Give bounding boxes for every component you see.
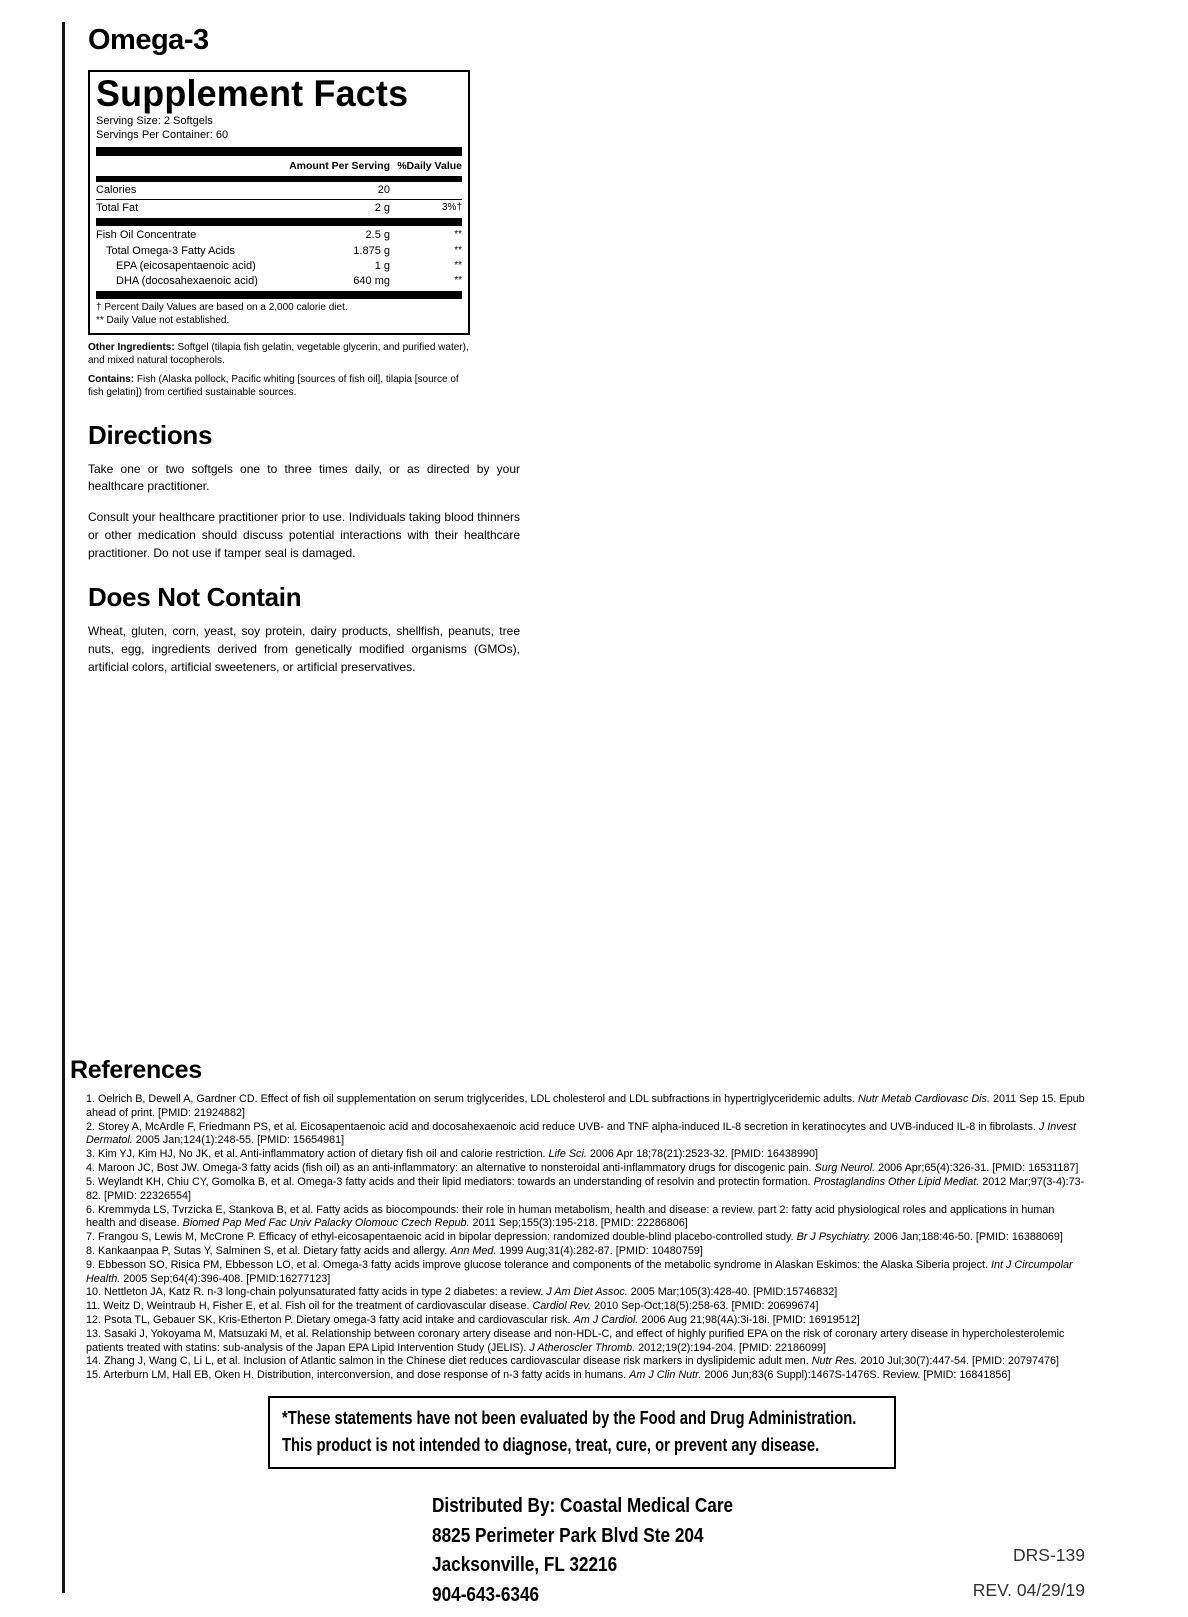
nutrient-amount: 2 g bbox=[374, 202, 390, 215]
fda-disclaimer-line-1: *These statements have not been evaluated by the Food and Drug Administration. bbox=[282, 1408, 857, 1428]
supplement-facts-panel bbox=[88, 70, 470, 335]
nutrient-name: DHA (docosahexaenoic acid) bbox=[116, 274, 258, 287]
divider-bar bbox=[96, 218, 462, 226]
reference-item bbox=[86, 1245, 1086, 1259]
spacer bbox=[96, 160, 240, 172]
ref-journal: J Am Diet Assoc. bbox=[546, 1286, 628, 1299]
ref-text: 2006 Jan;188:46-50. [PMID: 16388069] bbox=[870, 1231, 1063, 1244]
divider-bar bbox=[96, 147, 462, 156]
divider-bar bbox=[96, 291, 462, 299]
doc-number: DRS-139 bbox=[1013, 1545, 1085, 1565]
ref-text: 14. Zhang J, Wang C, Li L, et al. Inclusion of Atlantic salmon in the Chinese diet reduces cardiovascular disease risk markers in dyslipidemic adult men. bbox=[86, 1355, 812, 1368]
ref-journal: J Invest Dermatol. bbox=[86, 1120, 1077, 1147]
contains-label: Contains: bbox=[88, 374, 135, 386]
nutrient-amount: 20 bbox=[377, 183, 390, 196]
divider-bar bbox=[96, 176, 462, 182]
nutrient-daily-value: ** bbox=[454, 229, 462, 241]
ref-journal: J Atheroscler Thromb. bbox=[529, 1341, 636, 1354]
ref-text: 7. Frangou S, Lewis M, McCrone P. Efficacy of ethyl-eicosapentaenoic acid in bipolar depression: randomized double-blind placebo-controlled study. bbox=[86, 1231, 797, 1244]
other-ingredients-label: Other Ingredients: bbox=[88, 341, 175, 353]
ref-text: 4. Maroon JC, Bost JW. Omega-3 fatty acids (fish oil) as an anti-inflammatory: an alternative to nonsteroidal anti-inflammatory drugs for discogenic pain. bbox=[86, 1162, 815, 1175]
other-ingredients bbox=[88, 341, 472, 367]
ref-journal: Am J Clin Nutr. bbox=[629, 1369, 702, 1382]
ref-text: 11. Weitz D, Weintraub H, Fisher E, et al. Fish oil for the treatment of cardiovascular disease. bbox=[86, 1300, 533, 1313]
nutrient-amount: 640 mg bbox=[353, 274, 390, 287]
distributor-street: 8825 Perimeter Park Blvd Ste 204 bbox=[432, 1524, 704, 1547]
ref-text: 1999 Aug;31(4):282-87. [PMID: 10480759] bbox=[496, 1244, 703, 1257]
ref-journal: Surg Neurol. bbox=[814, 1162, 876, 1175]
reference-item bbox=[86, 1176, 1086, 1204]
daily-value-footnote: † Percent Daily Values are based on a 2,000 calorie diet. bbox=[96, 302, 348, 314]
nutrient-daily-value: 3%† bbox=[441, 202, 462, 214]
distributor-block bbox=[432, 1492, 782, 1610]
ref-journal: Prostaglandins Other Lipid Mediat. bbox=[813, 1175, 980, 1188]
row-divider bbox=[96, 199, 462, 200]
ref-journal: Int J Circumpolar Health. bbox=[86, 1258, 1073, 1285]
ref-journal: Am J Cardiol. bbox=[573, 1314, 639, 1326]
column-header-amount: Amount Per Serving bbox=[289, 159, 390, 172]
ref-journal: Br J Psychiatry. bbox=[796, 1231, 871, 1244]
ref-journal: Biomed Pap Med Fac Univ Palacky Olomouc Czech Repub. bbox=[182, 1217, 470, 1230]
ref-journal: Cardiol Rev. bbox=[532, 1300, 592, 1313]
ref-text: 2006 Apr;65(4):326-31. [PMID: 16531187] bbox=[875, 1162, 1079, 1175]
nutrient-daily-value: ** bbox=[454, 274, 462, 286]
ref-text: 2006 Aug 21;98(4A):3i-18i. [PMID: 16919512] bbox=[638, 1314, 860, 1326]
ref-text: 2006 Jun;83(6 Suppl):1467S-1476S. Review. [PMID: 16841856] bbox=[701, 1369, 1011, 1382]
ref-text: 2012 Mar;97(3-4):73-82. [PMID: 22326554] bbox=[86, 1175, 1085, 1202]
nutrient-name: Total Omega-3 Fatty Acids bbox=[106, 244, 235, 257]
ref-text: 12. Psota TL, Gebauer SK, Kris-Etherton P. Dietary omega-3 fatty acid intake and cardiovascular risk. bbox=[86, 1314, 574, 1326]
doc-revision: REV. 04/29/19 bbox=[972, 1580, 1085, 1600]
does-not-contain-paragraph: Wheat, gluten, corn, yeast, soy protein, dairy products, shellfish, peanuts, tree nuts, egg, ingredients derived from genetically modified organisms (GMOs), artificial colors, artificial sweeteners, or artificial preservatives. bbox=[88, 624, 520, 674]
ref-text: 5. Weylandt KH, Chiu CY, Gomolka B, et al. Omega-3 fatty acids and their lipid mediators: towards an understanding of resolvin and protectin formation. bbox=[86, 1175, 814, 1188]
nutrient-name: Total Fat bbox=[96, 202, 139, 215]
reference-item bbox=[86, 1093, 1086, 1121]
reference-item bbox=[86, 1259, 1086, 1287]
ref-text: 2005 Sep;64(4):396-408. [PMID:16277123] bbox=[120, 1272, 331, 1285]
reference-item bbox=[86, 1204, 1086, 1232]
main-column bbox=[88, 24, 520, 690]
nutrient-name: EPA (eicosapentaenoic acid) bbox=[116, 259, 256, 272]
nutrient-row-omega3 bbox=[96, 244, 462, 259]
ref-text: 2. Storey A, McArdle F, Friedmann PS, et al. Eicosapentaenoic acid and docosahexaenoic acid reduce UVB- and TNF alpha-induced IL-8 secretion in keratinocytes and UVB-induced IL-8 in fibrolasts. bbox=[86, 1120, 1039, 1133]
nutrient-name: Fish Oil Concentrate bbox=[96, 229, 197, 242]
ref-text: 10. Nettleton JA, Katz R. n-3 long-chain polyunsaturated fatty acids in type 2 diabetes: a review. bbox=[86, 1286, 547, 1299]
column-header-daily-value: %Daily Value bbox=[397, 159, 462, 172]
reference-item bbox=[86, 1314, 1086, 1328]
ref-text: 1. Oelrich B, Dewell A, Gardner CD. Effect of fish oil supplementation on serum triglycerides, LDL cholesterol and LDL subfractions in hypertriglyceridemic adults. bbox=[86, 1093, 858, 1105]
other-ingredients-text: Softgel (tilapia fish gelatin, vegetable glycerin, and purified water), and mixed natural tocopherols. bbox=[88, 341, 469, 366]
not-established-footnote: ** Daily Value not established. bbox=[96, 315, 230, 327]
reference-item bbox=[86, 1328, 1086, 1356]
nutrient-amount: 1 g bbox=[374, 259, 390, 272]
nutrient-row-epa bbox=[96, 259, 462, 274]
ref-journal: Life Sci. bbox=[548, 1148, 587, 1161]
ref-text: 3. Kim YJ, Kim HJ, No JK, et al. Anti-inflammatory action of dietary fish oil and calorie restriction. bbox=[86, 1148, 549, 1161]
ref-journal: Nutr Metab Cardiovasc Dis. bbox=[857, 1093, 990, 1105]
nutrient-amount: 1.875 g bbox=[353, 244, 390, 257]
fda-disclaimer-line-2: This product is not intended to diagnose, treat, cure, or prevent any disease. bbox=[282, 1435, 820, 1455]
references-heading: References bbox=[70, 1056, 202, 1084]
document-meta bbox=[973, 1538, 1085, 1608]
ref-text: 2005 Jan;124(1):248-55. [PMID: 15654981] bbox=[132, 1134, 345, 1147]
ref-text: 9. Ebbesson SO, Risica PM, Ebbesson LO, et al. Omega-3 fatty acids improve glucose tolerance and components of the metabolic syndrome in Alaskan Eskimos: the Alaska Siberia project. bbox=[86, 1258, 991, 1271]
nutrient-row-total-fat bbox=[96, 201, 462, 216]
distributor-phone: 904-643-6346 bbox=[432, 1583, 540, 1606]
ref-text: 2005 Mar;105(3):428-40. [PMID:15746832] bbox=[627, 1286, 838, 1299]
ref-journal: Nutr Res. bbox=[811, 1355, 858, 1368]
reference-item bbox=[86, 1355, 1086, 1369]
nutrient-daily-value: ** bbox=[454, 259, 462, 271]
contains-text: Fish (Alaska pollock, Pacific whiting [sources of fish oil], tilapia [source of fish gelatin]) from certified sustainable sources. bbox=[88, 374, 459, 399]
ref-text: 8. Kankaanpaa P, Sutas Y, Salminen S, et al. Dietary fatty acids and allergy. bbox=[86, 1244, 451, 1257]
directions-heading: Directions bbox=[88, 419, 213, 450]
ref-text: 2011 Sep 15. Epub ahead of print. [PMID: 21924882] bbox=[86, 1093, 1085, 1119]
ref-text: 2010 Jul;30(7):447-54. [PMID: 20797476] bbox=[857, 1355, 1060, 1368]
nutrient-row-fish-oil bbox=[96, 228, 462, 243]
directions-paragraph-2: Consult your healthcare practitioner prior to use. Individuals taking blood thinners or other medication should discuss potential interactions with their healthcare practitioner. Do not use if tamper seal is damaged. bbox=[88, 510, 520, 560]
does-not-contain-heading: Does Not Contain bbox=[88, 582, 302, 613]
serving-size: Serving Size: 2 Softgels bbox=[96, 114, 213, 127]
reference-item bbox=[86, 1286, 1086, 1300]
nutrient-name: Calories bbox=[96, 183, 137, 196]
nutrient-row-calories bbox=[96, 183, 462, 198]
references-section bbox=[70, 1056, 1086, 1383]
reference-item bbox=[86, 1162, 1086, 1176]
reference-item bbox=[86, 1148, 1086, 1162]
facts-header-row bbox=[96, 158, 462, 174]
nutrient-daily-value bbox=[390, 183, 462, 198]
distributor-city: Jacksonville, FL 32216 bbox=[432, 1554, 618, 1577]
ref-text: 13. Sasaki J, Yokoyama M, Matsuzaki M, et al. Relationship between coronary artery disease and non-HDL-C, and effect of highly purified EPA on the risk of coronary artery disease in hypercholesterolemic patients treated with statins: sub-analysis of the Japan EPA Lipid Intervention Study (JELIS). bbox=[86, 1327, 1065, 1354]
ref-text: 2006 Apr 18;78(21):2523-32. [PMID: 16438990] bbox=[586, 1148, 818, 1161]
servings-per-container: Servings Per Container: 60 bbox=[96, 129, 229, 142]
ref-text: 2010 Sep-Oct;18(5):258-63. [PMID: 20699674] bbox=[591, 1300, 819, 1313]
nutrient-amount: 2.5 g bbox=[365, 229, 390, 242]
left-trim-line bbox=[62, 22, 65, 1593]
fda-disclaimer-box bbox=[268, 1396, 896, 1469]
ref-text: 2011 Sep;155(3):195-218. [PMID: 22286806] bbox=[469, 1217, 688, 1230]
references-list bbox=[86, 1093, 1086, 1383]
reference-item bbox=[86, 1121, 1086, 1149]
directions-paragraph-1: Take one or two softgels one to three times daily, or as directed by your healthcare practitioner. bbox=[88, 461, 520, 494]
supplement-facts-title: Supplement Facts bbox=[96, 73, 409, 114]
ref-text: 15. Arterburn LM, Hall EB, Oken H. Distribution, interconversion, and dose response of n-3 fatty acids in humans. bbox=[86, 1369, 630, 1382]
distributor-name: Distributed By: Coastal Medical Care bbox=[432, 1495, 734, 1517]
nutrient-daily-value: ** bbox=[454, 244, 462, 256]
contains-statement bbox=[88, 373, 472, 399]
reference-item bbox=[86, 1369, 1086, 1383]
reference-item bbox=[86, 1300, 1086, 1314]
ref-text: 2012;19(2):194-204. [PMID: 22186099] bbox=[635, 1341, 827, 1354]
product-title: Omega-3 bbox=[88, 24, 209, 56]
ref-journal: Ann Med. bbox=[450, 1244, 497, 1257]
nutrient-row-dha bbox=[96, 274, 462, 289]
reference-item bbox=[86, 1231, 1086, 1245]
ref-text: 6. Kremmyda LS, Tvrzicka E, Stankova B, et al. Fatty acids as biocompounds: their role in human metabolism, health and disease: a review. part 2: fatty acid physiological roles and applications in human health and disease. bbox=[86, 1203, 1055, 1230]
